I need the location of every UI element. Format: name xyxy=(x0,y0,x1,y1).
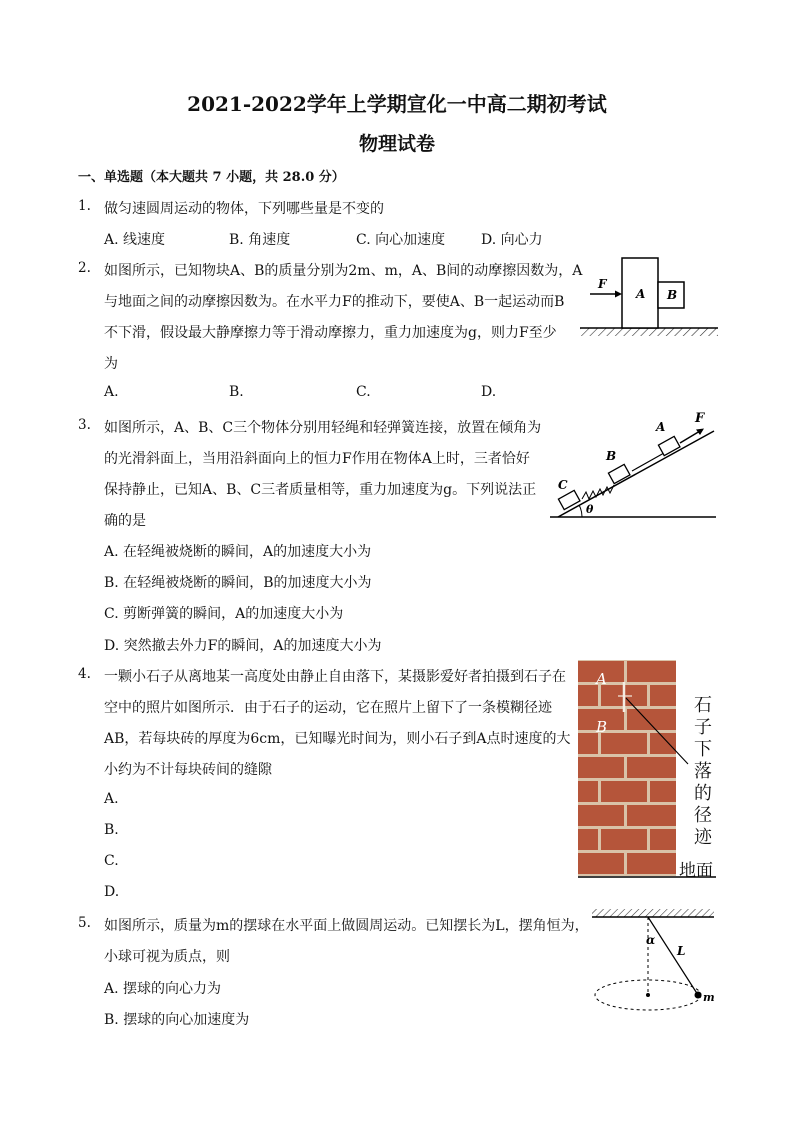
section-header: 一、单选题（本大题共 7 小题，共 28.0 分） xyxy=(78,170,345,185)
question-text-line: 与地面之间的动摩擦因数为。在水平力F的推动下，要使A、B一起运动而B xyxy=(104,294,565,310)
label-a: A xyxy=(636,287,646,301)
question-text-line: 不下滑，假设最大静摩擦力等于滑动摩擦力，重力加速度为g，则力F至少 xyxy=(104,325,557,341)
conical-pendulum-figure xyxy=(586,905,720,1017)
question-text-line: 如图所示，A、B、C三个物体分别用轻绳和轻弹簧连接，放置在倾角为 xyxy=(104,420,542,436)
question-text-line: 一颗小石子从离地某一高度处由静止自由落下，某摄影爱好者拍摄到石子在 xyxy=(104,669,566,685)
option-b: B. xyxy=(229,384,244,400)
option-a: A. xyxy=(104,384,119,400)
label-m: m xyxy=(703,991,715,1004)
ground-hatch xyxy=(580,328,718,336)
spring xyxy=(582,485,614,499)
question-number: 3. xyxy=(78,417,91,433)
option-d: D. 突然撤去外力F的瞬间，A的加速度大小为 xyxy=(104,638,382,654)
incline-surface xyxy=(558,431,714,517)
question-text-line: 的光滑斜面上，当用沿斜面向上的恒力F作用在物体A上时，三者恰好 xyxy=(104,451,530,467)
trail-caption: 石子下落的径迹 xyxy=(694,695,712,848)
question-number: 5. xyxy=(78,915,91,931)
option-b: B. 角速度 xyxy=(229,232,291,248)
incline-figure xyxy=(548,405,720,523)
question-text-line: 为 xyxy=(104,356,118,372)
question-text-line: 确的是 xyxy=(104,513,146,529)
option-c: C. xyxy=(104,853,119,869)
question-number: 4. xyxy=(78,666,91,682)
option-d: D. xyxy=(481,384,497,400)
ground-label: 地面 xyxy=(679,861,713,881)
option-b: B. xyxy=(104,822,119,838)
label-a: A xyxy=(656,420,666,434)
question-text-line: 小约为不计每块砖间的缝隙 xyxy=(104,762,272,778)
force-arrowhead xyxy=(696,429,704,436)
question-text-line: 保持静止，已知A、B、C三者质量相等，重力加速度为g。下列说法正 xyxy=(104,482,537,498)
option-b: B. 摆球的向心加速度为 xyxy=(104,1012,250,1028)
block-b xyxy=(608,464,630,483)
ceiling-hatch xyxy=(592,909,714,917)
page-title: 2021-2022学年上学期宣化一中高二期初考试 xyxy=(187,92,607,116)
label-l: L xyxy=(677,944,686,958)
option-a: A. 线速度 xyxy=(104,232,166,248)
label-b: B xyxy=(596,718,608,736)
question-text-line: 小球可视为质点，则 xyxy=(104,949,230,965)
option-a: A. 在轻绳被烧断的瞬间，A的加速度大小为 xyxy=(104,544,372,560)
option-c: C. 剪断弹簧的瞬间，A的加速度大小为 xyxy=(104,606,344,622)
pendulum-string xyxy=(648,917,698,995)
option-a: A. 摆球的向心力为 xyxy=(104,981,222,997)
label-b: B xyxy=(606,449,617,463)
option-d: D. 向心力 xyxy=(481,232,543,248)
pendulum-bob xyxy=(695,992,702,999)
label-b: B xyxy=(667,288,678,302)
option-c: C. xyxy=(356,384,371,400)
question-number: 1. xyxy=(78,198,91,214)
label-f: F xyxy=(695,411,705,426)
question-text-line: 如图所示，已知物块A、B的质量分别为2m、m，A、B间的动摩擦因数为，A xyxy=(104,263,583,279)
question-text: 做匀速圆周运动的物体，下列哪些量是不变的 xyxy=(104,201,384,217)
question-text-line: 如图所示，质量为m的摆球在水平面上做圆周运动。已知摆长为L，摆角恒为， xyxy=(104,918,589,934)
label-f: F xyxy=(598,277,607,291)
question-text-line: AB，若每块砖的厚度为6cm，已知曝光时间为，则小石子到A点时速度的大 xyxy=(104,731,571,747)
bricks xyxy=(578,661,676,874)
blocks-figure xyxy=(580,252,720,344)
option-d: D. xyxy=(104,884,120,900)
option-b: B. 在轻绳被烧断的瞬间，B的加速度大小为 xyxy=(104,575,372,591)
option-a: A. xyxy=(104,791,119,807)
option-c: C. 向心加速度 xyxy=(356,232,446,248)
label-c: C xyxy=(558,478,568,492)
question-text-line: 空中的照片如图所示．由于石子的运动，它在照片上留下了一条模糊径迹 xyxy=(104,700,552,716)
label-theta: θ xyxy=(586,503,594,516)
page-subtitle: 物理试卷 xyxy=(358,133,435,155)
label-alpha: α xyxy=(646,933,656,947)
question-number: 2. xyxy=(78,260,91,276)
angle-arc xyxy=(579,505,582,517)
label-a: A xyxy=(596,670,607,688)
force-arrowhead xyxy=(615,291,622,298)
center-point xyxy=(646,993,650,997)
block-a xyxy=(658,436,680,455)
